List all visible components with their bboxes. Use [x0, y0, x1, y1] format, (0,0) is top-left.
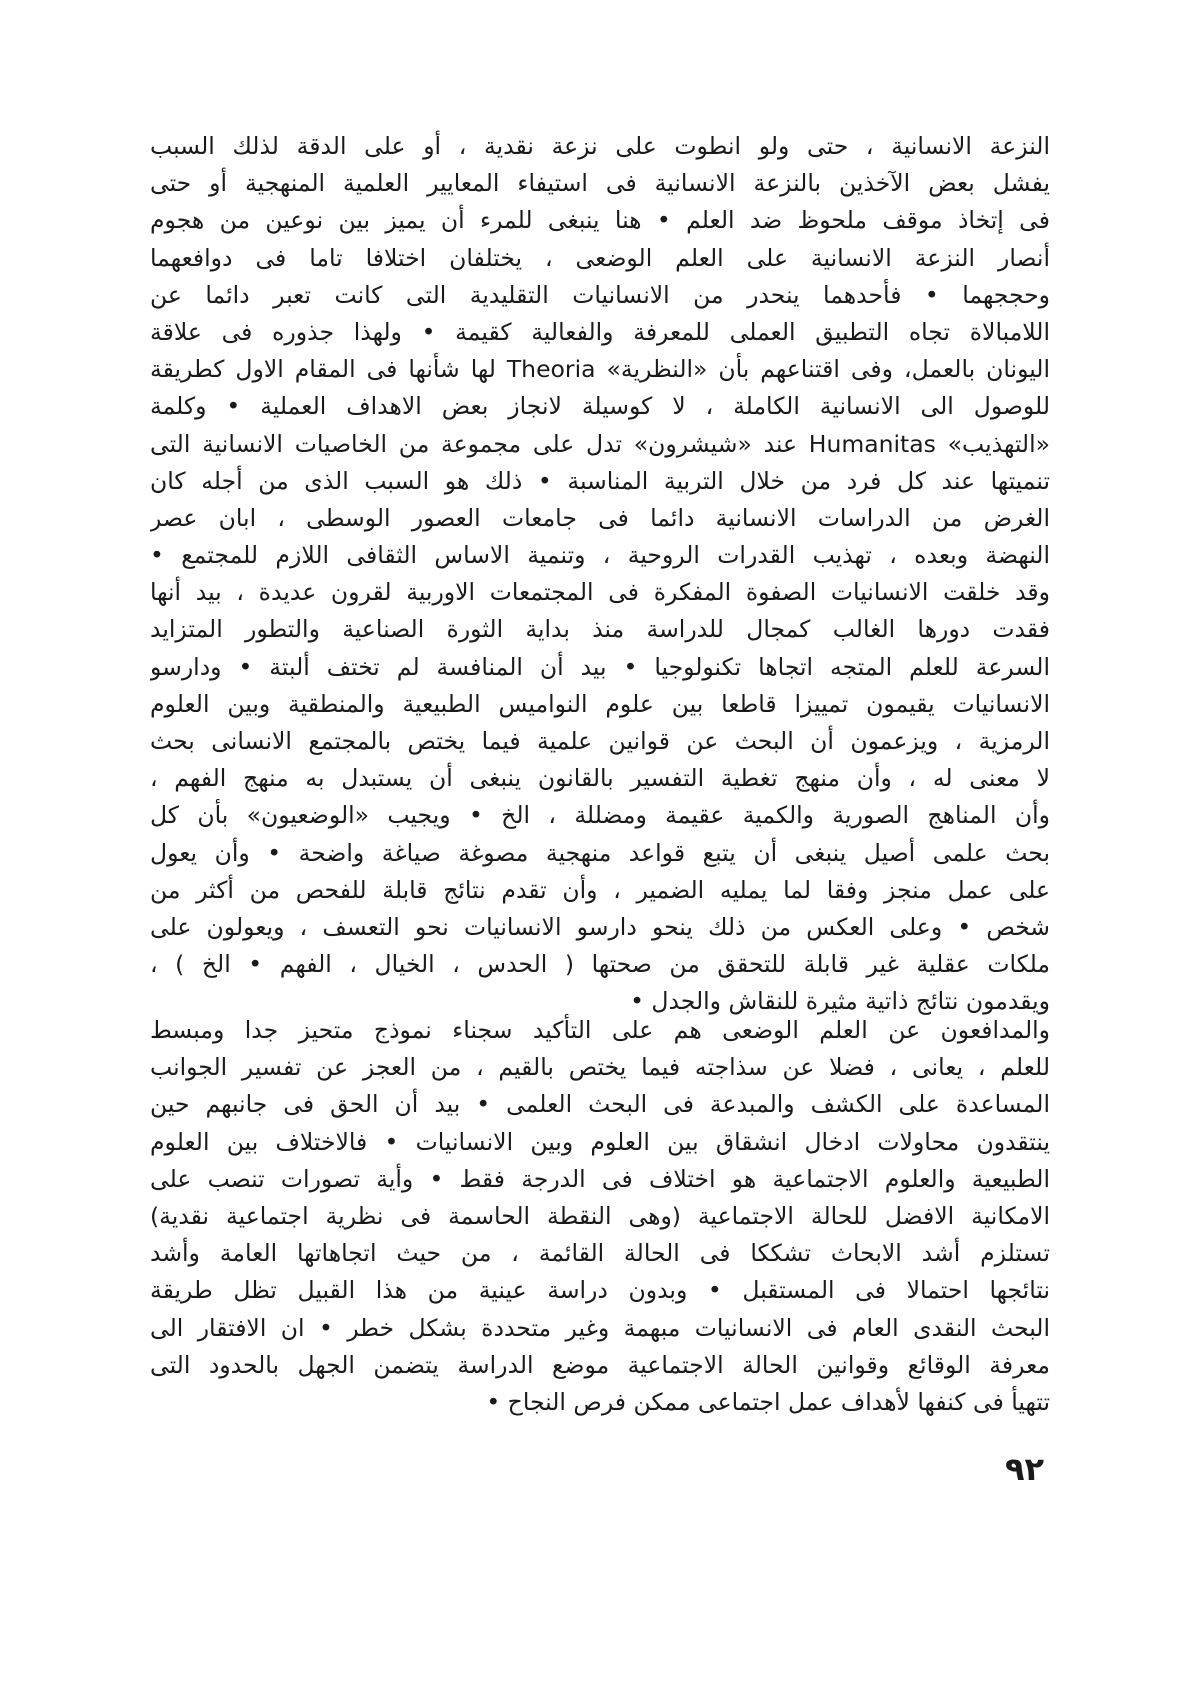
text-line: والمدافعون عن العلم الوضعى هم على التأكيد سجناء نموذج متحيز جدا ومبسط [150, 1016, 1050, 1044]
text-line: وأن المناهج الصورية والكمية عقيمة ومضللة ، الخ • ويجيب «الوضعيون» بأن كل [150, 801, 1050, 830]
text-line: وقد خلقت الانسانيات الصفوة المفكرة فى المجتمعات الاوربية لقرون عديدة ، بيد أنها [150, 578, 1050, 607]
paragraph-1 [150, 128, 1050, 1021]
text-line: تتهيأ فى كنفها لأهداف عمل اجتماعى ممكن فرص النجاح • [486, 1387, 1050, 1416]
text-line: معرفة الوقائع وقوانين الحالة الاجتماعية موضع الدراسة يتضمن الجهل بالحدود التى [150, 1350, 1050, 1379]
text-line: الطبيعية والعلوم الاجتماعية هو اختلاف فى الدرجة فقط • وأية تصورات تنصب على [150, 1164, 1050, 1193]
text-line: الامكانية الافضل للحالة الاجتماعية (وهى النقطة الحاسمة فى نظرية اجتماعية نقدية) [150, 1201, 1050, 1230]
text-line: تنميتها عند كل فرد من خلال التربية المناسبة • ذلك هو السبب الذى من أجله كان [150, 466, 1050, 495]
text-line: يفشل بعض الآخذين بالنزعة الانسانية فى استيفاء المعايير العلمية المنهجية أو حتى [150, 169, 1050, 198]
text-line: النهضة وبعده ، تهذيب القدرات الروحية ، وتنمية الاساس الثقافى اللازم للمجتمع • [150, 541, 1050, 570]
text-line: أنصار النزعة الانسانية على العلم الوضعى ، يختلفان اختلافا تاما فى دوافعهما [150, 243, 1050, 272]
text-line: البحث النقدى العام فى الانسانيات مبهمة وغير متحددة بشكل خطر • ان الافتقار الى [150, 1313, 1050, 1342]
text-line: لا معنى له ، وأن منهج تغطية التفسير بالقانون ينبغى أن يستبدل به منهج الفهم ، [150, 764, 1050, 793]
page-number: ٩٢ [1005, 1450, 1045, 1488]
text-line: شخص • وعلى العكس من ذلك ينحو دارسو الانسانيات نحو التعسف ، ويعولون على [150, 912, 1050, 941]
text-line: الرمزية ، ويزعمون أن البحث عن قوانين علمية فيما يختص بالمجتمع الانسانى بحث [150, 727, 1050, 755]
text-line: فى إتخاذ موقف ملحوظ ضد العلم • هنا ينبغى للمرء أن يميز بين نوعين من هجوم [150, 206, 1050, 235]
text-line: للعلم ، يعانى ، فضلا عن سذاجته فيما يختص بالقيم ، من العجز عن تفسير الجوانب [150, 1053, 1050, 1082]
text-line: المساعدة على الكشف والمبدعة فى البحث العلمى • بيد أن الحق فى جانبهم حين [150, 1090, 1050, 1119]
text-line: ويقدمون نتائج ذاتية مثيرة للنقاش والجدل • [630, 987, 1050, 1016]
text-line: وحججهما • فأحدهما ينحدر من الانسانيات التقليدية التى كانت تعبر دائما عن [150, 280, 1050, 309]
text-line: السرعة للعلم المتجه اتجاها تكنولوجيا • بيد أن المنافسة لم تختف ألبتة • ودارسو [150, 652, 1050, 681]
text-line: الانسانيات يقيمون تمييزا قاطعا بين علوم النواميس الطبيعية والمنطقية وبين العلوم [150, 689, 1050, 718]
text-line: اللامبالاة تجاه التطبيق العملى للمعرفة والفعالية كقيمة • ولهذا جذوره فى علاقة [150, 317, 1050, 346]
text-line: ملكات عقلية غير قابلة للتحقق من صحتها ( الحدس ، الخيال ، الفهم • الخ ) ، [150, 950, 1050, 979]
text-line: النزعة الانسانية ، حتى ولو انطوت على نزعة نقدية ، أو على الدقة لذلك السبب [150, 132, 1050, 160]
text-line: بحث علمى أصيل ينبغى أن يتبع قواعد منهجية مصوغة صياغة واضحة • وأن يعول [150, 838, 1050, 867]
text-line: اليونان بالعمل، وفى اقتناعهم بأن «النظرية» Theoria لها شأنها فى المقام الاول كطريقة [150, 355, 1050, 384]
text-line: «التهذيب» Humanitas عند «شيشرون» تدل على مجموعة من الخاصيات الانسانية التى [150, 429, 1050, 458]
text-line: ينتقدون محاولات ادخال انشقاق بين العلوم وبين الانسانيات • فالاختلاف بين العلوم [150, 1127, 1050, 1156]
text-line: للوصول الى الانسانية الكاملة ، لا كوسيلة لانجاز بعض الاهداف العملية • وكلمة [150, 392, 1050, 421]
text-line: على عمل منجز وفقا لما يمليه الضمير ، وأن تقدم نتائج قابلة للفحص من أكثر من [150, 875, 1050, 904]
paragraph-2 [150, 1012, 1050, 1421]
text-line: الغرض من الدراسات الانسانية دائما فى جامعات العصور الوسطى ، ابان عصر [150, 503, 1050, 532]
text-line: تستلزم أشد الابحاث تشككا فى الحالة القائمة ، من حيث اتجاهاتها العامة وأشد [150, 1239, 1050, 1268]
text-line: نتائجها احتمالا فى المستقبل • وبدون دراسة عينية من هذا القبيل تظل طريقة [150, 1276, 1050, 1305]
text-line: فقدت دورها الغالب كمجال للدراسة منذ بداية الثورة الصناعية والتطور المتزايد [150, 615, 1050, 644]
